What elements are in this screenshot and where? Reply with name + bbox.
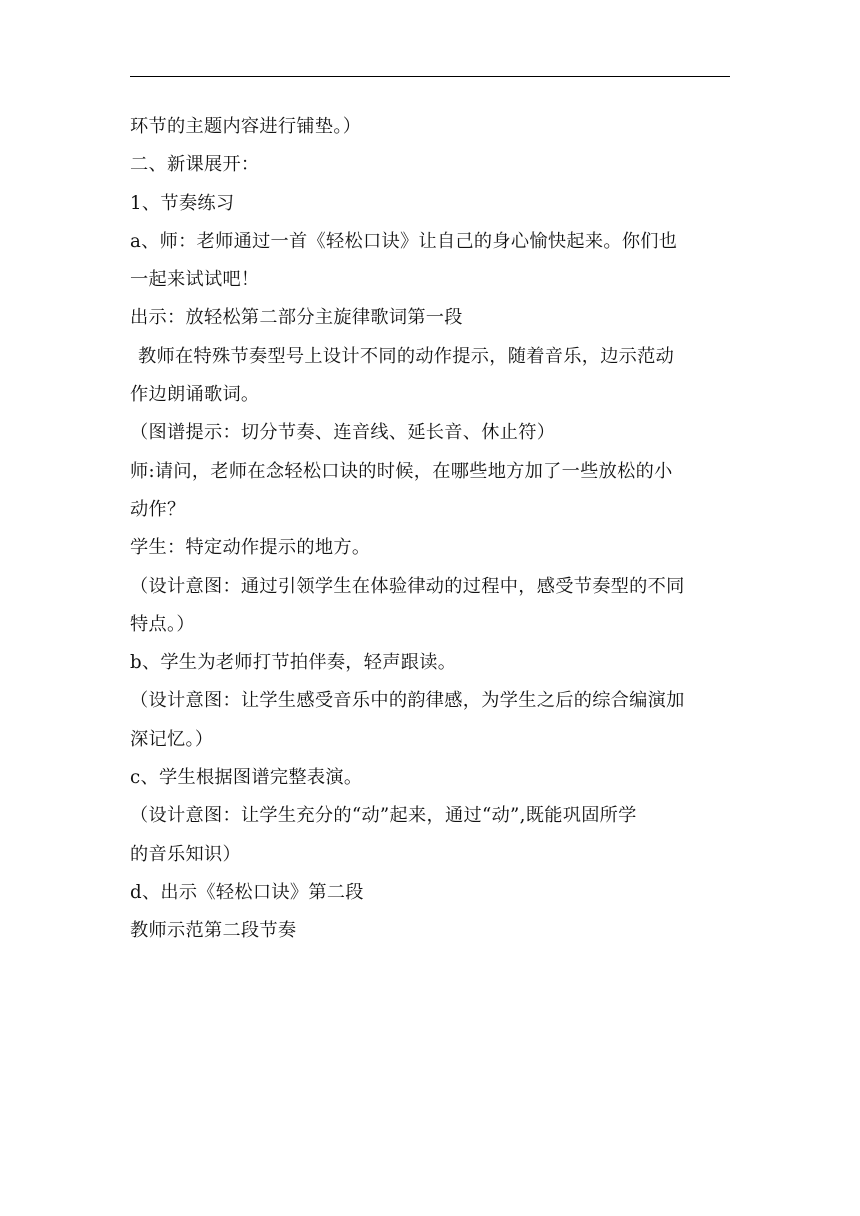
text-line: b、学生为老师打节拍伴奏，轻声跟读。	[130, 652, 457, 674]
section-heading: 二、新课展开：	[130, 154, 260, 176]
text-line: （图谱提示：切分节奏、连音线、延长音、休止符）	[130, 422, 556, 444]
text-line: 教师在特殊节奏型号上设计不同的动作提示，随着音乐，边示范动	[138, 345, 675, 367]
text-line: （设计意图：通过引领学生在体验律动的过程中，感受节奏型的不同	[130, 575, 685, 597]
text-line: 教师示范第二段节奏	[130, 920, 297, 942]
text-line: 出示：放轻松第二部分主旋律歌词第一段	[130, 307, 463, 329]
text-line: 一起来试试吧！	[130, 269, 260, 291]
text-line: 环节的主题内容进行铺垫。）	[130, 116, 362, 137]
document-body	[130, 108, 732, 951]
text-line: 师:请问，老师在念轻松口诀的时候，在哪些地方加了一些放松的小	[130, 460, 673, 482]
text-line: c、学生根据图谱完整表演。	[130, 767, 363, 789]
text-line: 作边朗诵歌词。	[130, 384, 260, 406]
text-line: 特点。）	[130, 613, 195, 635]
header-rule	[130, 76, 730, 77]
text-line: 深记忆。）	[130, 728, 214, 750]
text-line: （设计意图：让学生充分的“动”起来，通过“动”,既能巩固所学	[130, 805, 637, 827]
text-line: d、出示《轻松口诀》第二段	[130, 881, 364, 903]
text-line: a、师：老师通过一首《轻松口诀》让自己的身心愉快起来。你们也	[130, 230, 678, 252]
text-line: （设计意图：让学生感受音乐中的韵律感，为学生之后的综合编演加	[130, 690, 685, 712]
text-line: 动作？	[130, 498, 186, 520]
subsection-heading: 1、节奏练习	[130, 192, 235, 214]
text-line: 的音乐知识）	[130, 843, 241, 865]
text-line: 学生：特定动作提示的地方。	[130, 537, 371, 559]
